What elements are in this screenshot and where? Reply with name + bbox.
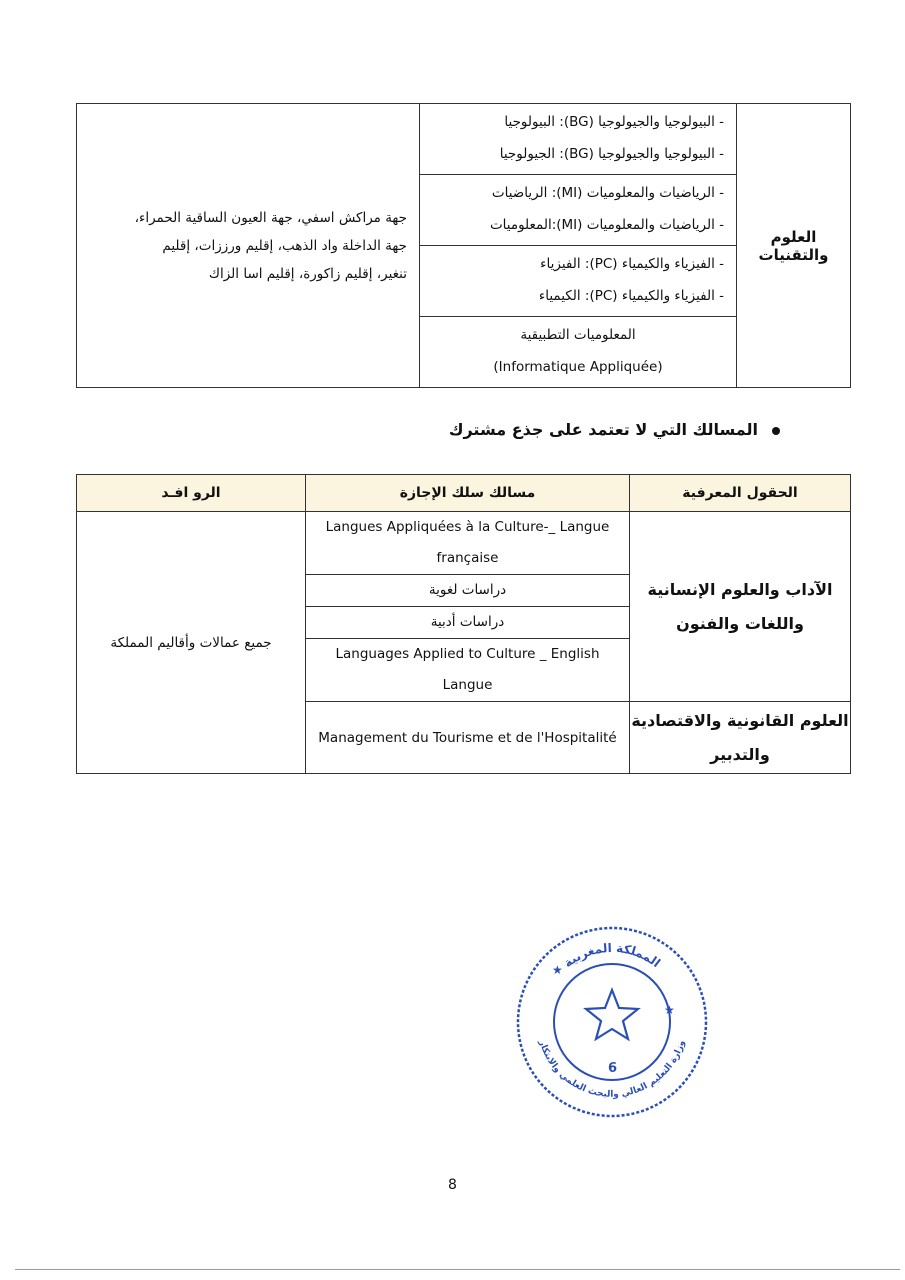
track-group-pc	[420, 246, 736, 317]
track-group-bg	[420, 104, 736, 175]
track-line: Languages Applied to Culture _ English	[335, 646, 600, 662]
track-line: دراسات لغوية	[428, 582, 507, 598]
field-line: واللغات والفنون	[676, 613, 804, 633]
track-line: Langue	[442, 677, 493, 693]
track-item: - البيولوجيا والجيولوجيا (BG): البيولوجيا	[504, 114, 724, 130]
seal-star-decoration: ★	[552, 963, 563, 977]
track-item: - الفيزياء والكيمياء (PC): الفيزياء	[540, 256, 724, 272]
table-row	[77, 512, 851, 702]
region-line: جهة الداخلة واد الذهب، إقليم ورززات، إقليم	[162, 237, 407, 254]
region-line: تنغير، إقليم زاكورة، إقليم اسا الزاك	[208, 265, 407, 282]
track-item: - الفيزياء والكيمياء (PC): الكيمياء	[538, 288, 724, 304]
field-line: والتدبير	[710, 744, 770, 764]
track-item	[306, 639, 629, 701]
field-line: العلوم القانونية والاقتصادية	[631, 710, 849, 730]
page-number: 8	[448, 1177, 457, 1193]
seal-top-text: المملكة المغربية	[561, 940, 663, 971]
tracks-table	[76, 474, 851, 774]
track-line: دراسات أدبية	[430, 614, 505, 630]
ministry-seal	[512, 922, 712, 1122]
field-cell	[630, 702, 851, 774]
track-group-informatique	[420, 317, 736, 387]
sciences-table	[76, 103, 851, 388]
track-item: Management du Tourisme et de l'Hospitalité	[306, 702, 630, 774]
regions-cell: جميع عمالات وأقاليم المملكة	[77, 512, 306, 774]
seal-bottom-text: وزارة التعليم العالي والبحث العلمي والابتكار	[536, 1039, 688, 1100]
table-header-row	[77, 475, 851, 512]
table-row	[77, 104, 851, 388]
track-item	[306, 512, 629, 575]
track-item: - الرياضيات والمعلوميات (MI):المعلوميات	[489, 217, 724, 233]
track-item: - الرياضيات والمعلوميات (MI): الرياضيات	[491, 185, 724, 201]
track-item: - البيولوجيا والجيولوجيا (BG): الجيولوجيا	[499, 146, 724, 162]
section-heading-text: المسالك التي لا تعتمد على جذع مشترك	[448, 420, 758, 439]
field-cell: العلوم والتقنيات	[737, 104, 851, 388]
track-line: Langues Appliquées à la Culture-_ Langue	[325, 519, 610, 535]
column-header-tracks: مسالك سلك الإجازة	[306, 475, 630, 512]
tracks-cell	[306, 512, 630, 702]
column-header-regions: الرو افـد	[77, 475, 306, 512]
seal-outer-ring	[518, 928, 706, 1116]
region-line: جهة مراكش اسفي، جهة العيون الساقية الحمراء،	[134, 209, 407, 226]
seal-star-decoration: ★	[664, 1003, 675, 1017]
footer-divider	[15, 1269, 900, 1270]
seal-number: 6	[608, 1061, 618, 1076]
track-group-mi	[420, 175, 736, 246]
bullet-icon	[772, 427, 780, 435]
track-item	[306, 575, 629, 607]
track-item	[306, 607, 629, 639]
column-header-fields: الحقول المعرفية	[630, 475, 851, 512]
track-item: المعلوميات التطبيقية	[520, 327, 636, 343]
field-cell	[630, 512, 851, 702]
field-line: الآداب والعلوم الإنسانية	[647, 579, 833, 599]
tracks-cell	[420, 104, 737, 388]
pentagram-star-icon	[586, 990, 638, 1039]
section-heading	[440, 420, 780, 439]
regions-cell	[77, 104, 420, 388]
track-item: (Informatique Appliquée)	[493, 359, 663, 375]
track-line: française	[436, 550, 499, 566]
